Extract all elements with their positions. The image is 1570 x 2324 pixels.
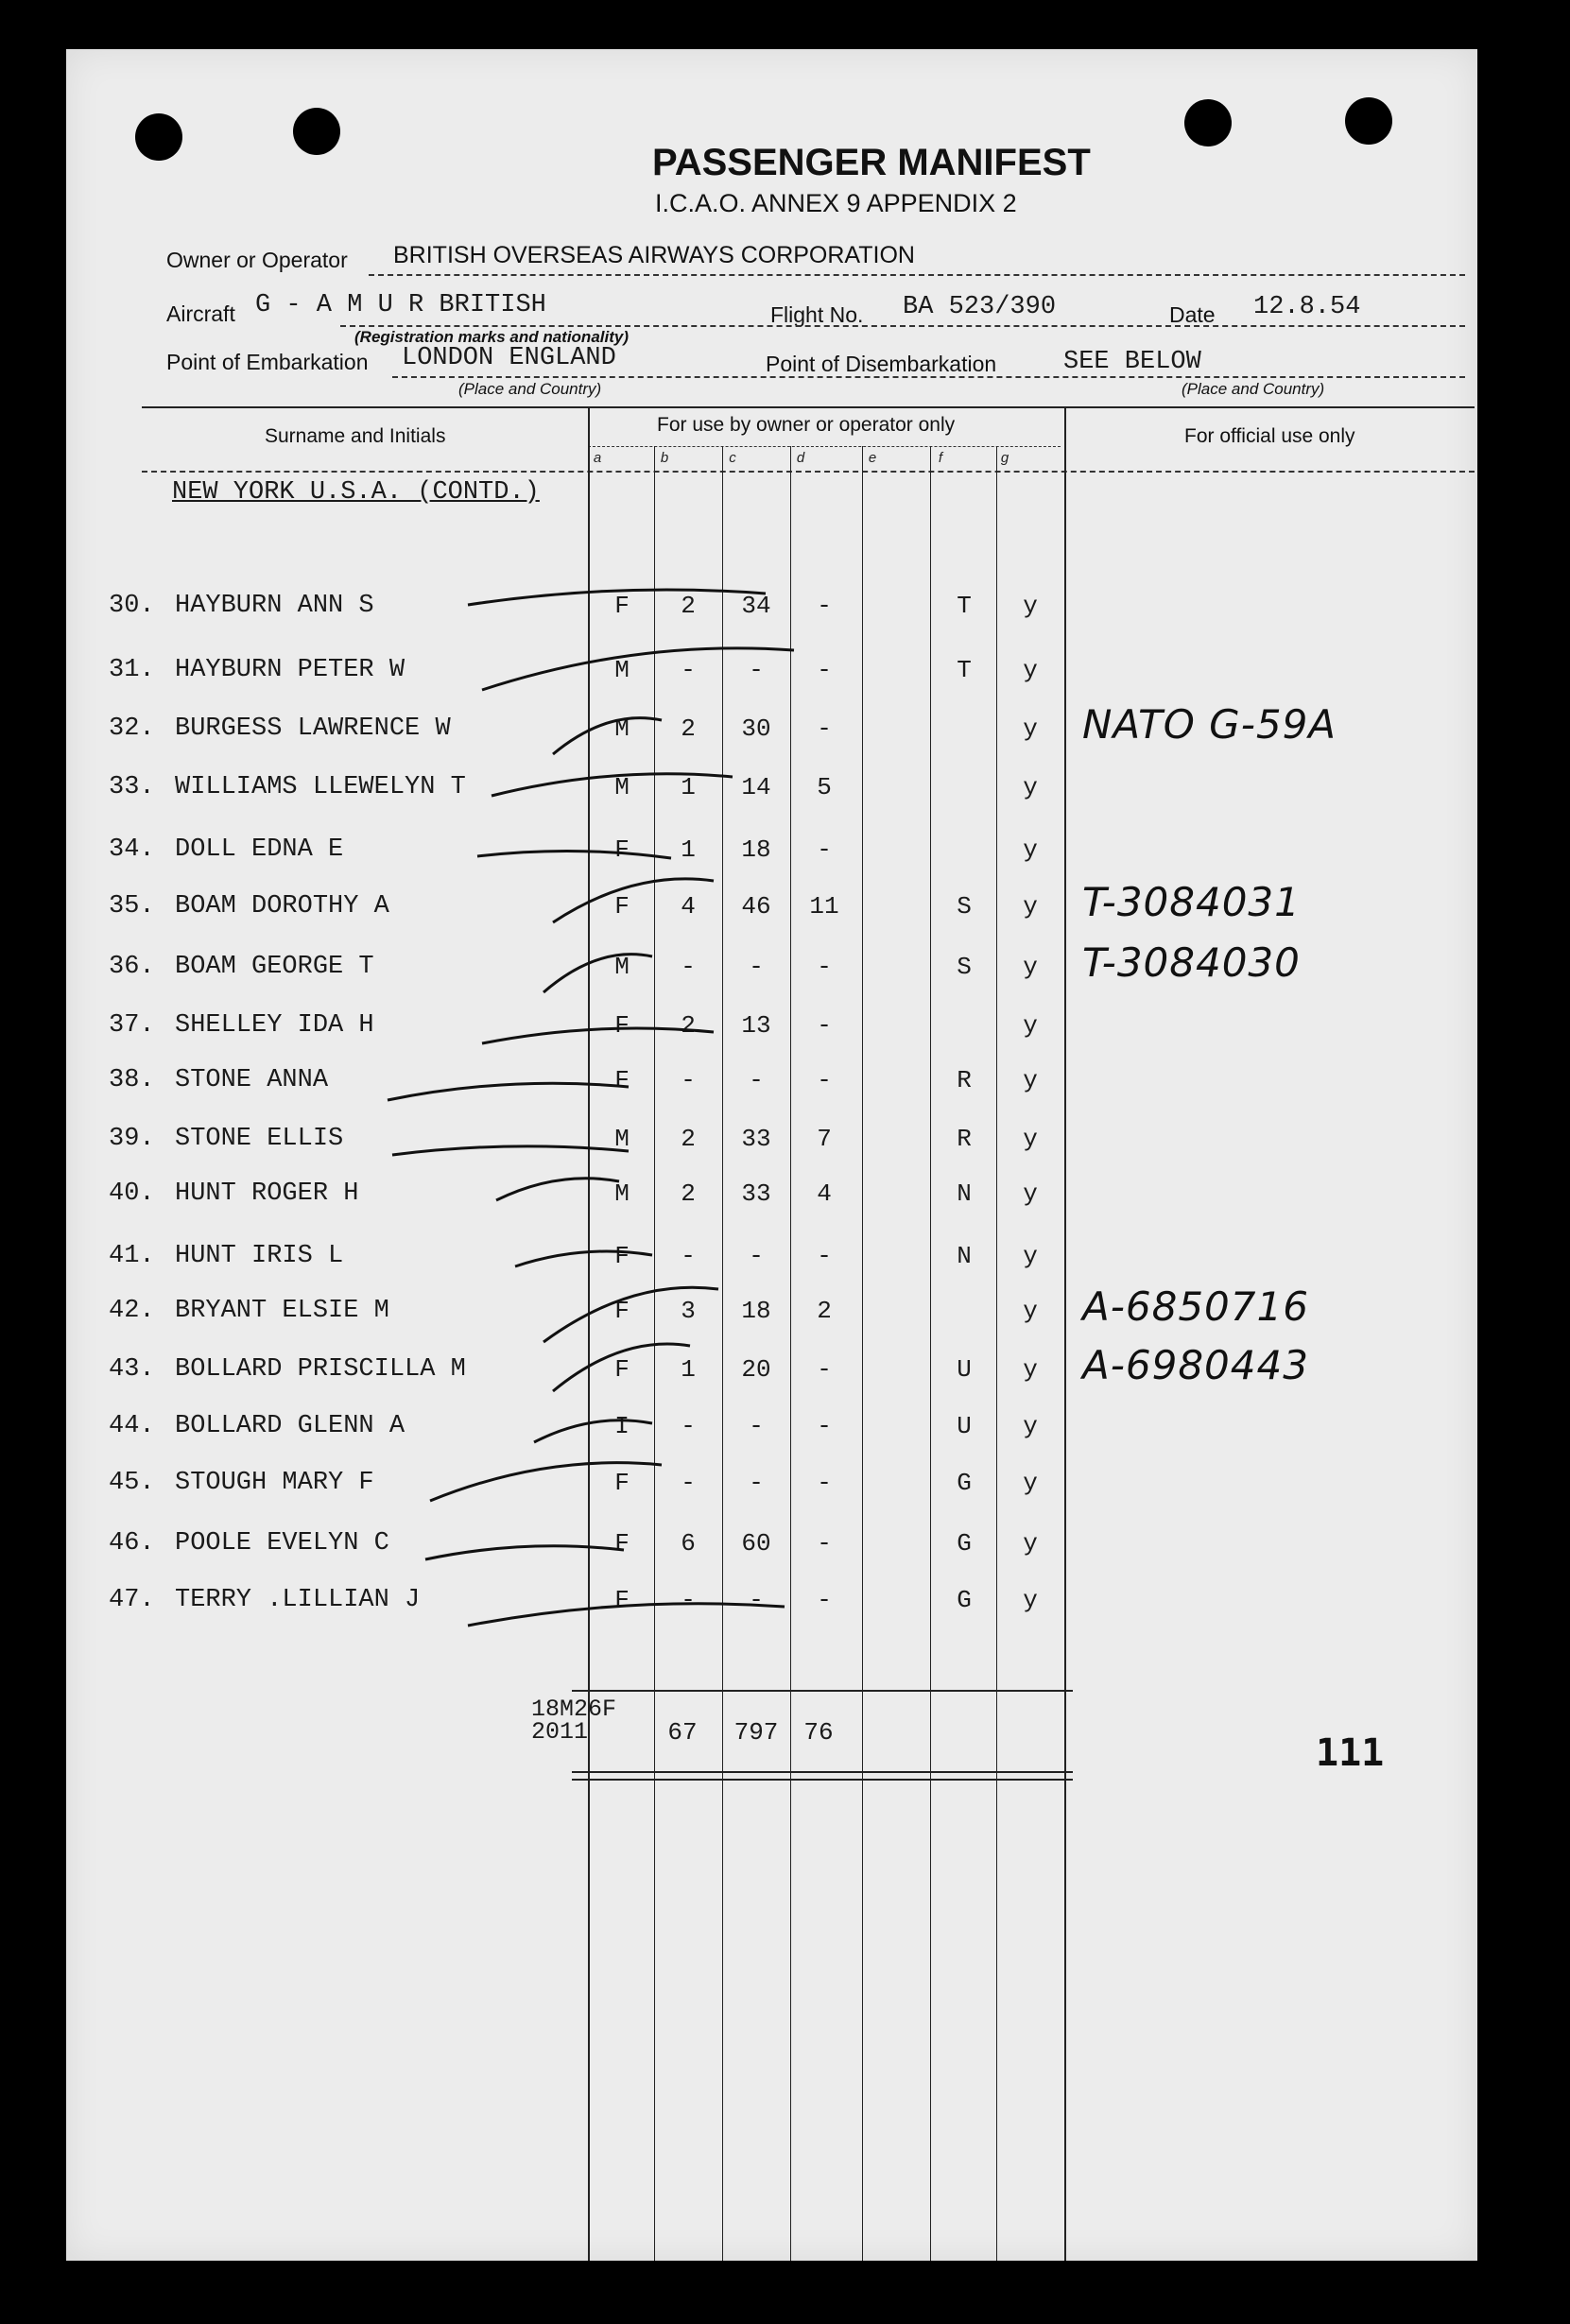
cell-f: S [957, 892, 972, 921]
cell-c: - [749, 1469, 764, 1497]
passenger-name: HUNT IRIS L [175, 1242, 344, 1270]
row-number: 32. [109, 714, 155, 743]
passenger-name: HUNT ROGER H [175, 1179, 359, 1208]
cell-f: T [957, 592, 972, 620]
col-surname-header: Surname and Initials [265, 425, 446, 447]
cell-d: 5 [817, 773, 832, 801]
cell-b: 2 [681, 1125, 696, 1153]
row-number: 45. [109, 1469, 155, 1497]
cell-g: y [1023, 1066, 1038, 1094]
cell-g: y [1023, 592, 1038, 620]
flight-value: BA 523/390 [903, 293, 1057, 321]
col-d-header: d [796, 450, 805, 466]
col-c-header: c [729, 450, 736, 466]
passenger-name: STONE ELLIS [175, 1125, 344, 1153]
cell-a: M [614, 1125, 630, 1153]
cell-g: y [1023, 1242, 1038, 1270]
official-note: T-3084031 [1082, 879, 1301, 925]
cell-g: y [1023, 1529, 1038, 1558]
cell-g: y [1023, 1412, 1038, 1440]
official-note: NATO G-59A [1082, 701, 1337, 748]
cell-f: N [957, 1179, 972, 1208]
col-official-header: For official use only [1184, 425, 1355, 447]
passenger-name: POOLE EVELYN C [175, 1529, 389, 1558]
row-number: 47. [109, 1586, 155, 1614]
passenger-name: BOLLARD PRISCILLA M [175, 1355, 466, 1384]
col-b-header: b [660, 450, 669, 466]
cell-a: F [614, 1242, 630, 1270]
passenger-name: BOLLARD GLENN A [175, 1412, 405, 1440]
cell-c: 20 [741, 1355, 771, 1384]
disembark-value: SEE BELOW [1063, 348, 1201, 376]
cell-b: - [681, 1586, 696, 1614]
cell-g: y [1023, 835, 1038, 864]
cell-f: S [957, 953, 972, 981]
cell-g: y [1023, 1125, 1038, 1153]
cell-f: U [957, 1355, 972, 1384]
total-d: 76 [803, 1718, 834, 1747]
cell-g: y [1023, 656, 1038, 684]
cell-f: G [957, 1469, 972, 1497]
cell-a: F [614, 1469, 630, 1497]
aircraft-value: G - A M U R BRITISH [255, 291, 546, 319]
manifest-subtitle: I.C.A.O. ANNEX 9 APPENDIX 2 [655, 189, 1017, 217]
cell-d: - [817, 1066, 832, 1094]
cell-b: 6 [681, 1529, 696, 1558]
cell-b: 4 [681, 892, 696, 921]
passenger-name: BOAM DOROTHY A [175, 892, 389, 921]
passenger-name: SHELLEY IDA H [175, 1011, 374, 1040]
punch-hole [1345, 97, 1392, 145]
cell-d: 2 [817, 1297, 832, 1325]
cell-a: M [614, 953, 630, 981]
cell-d: 7 [817, 1125, 832, 1153]
total-sex-line1: 18M26F [531, 1696, 617, 1723]
cell-f: G [957, 1586, 972, 1614]
cell-g: y [1023, 953, 1038, 981]
row-number: 33. [109, 773, 155, 801]
date-value: 12.8.54 [1253, 293, 1361, 321]
cell-c: - [749, 656, 764, 684]
cell-d: 11 [809, 892, 839, 921]
cell-c: 60 [741, 1529, 771, 1558]
cell-b: 1 [681, 773, 696, 801]
cell-g: y [1023, 1011, 1038, 1040]
cell-d: - [817, 656, 832, 684]
cell-c: 13 [741, 1011, 771, 1040]
cell-d: - [817, 714, 832, 743]
cell-d: - [817, 1586, 832, 1614]
cell-c: 18 [741, 835, 771, 864]
passenger-name: HAYBURN ANN S [175, 592, 374, 620]
cell-a: I [614, 1412, 630, 1440]
cell-b: - [681, 1242, 696, 1270]
cell-c: 33 [741, 1125, 771, 1153]
cell-d: - [817, 1355, 832, 1384]
row-number: 30. [109, 592, 155, 620]
row-number: 42. [109, 1297, 155, 1325]
flight-label: Flight No. [770, 302, 864, 327]
cell-d: 4 [817, 1179, 832, 1208]
passenger-name: STOUGH MARY F [175, 1469, 374, 1497]
cell-a: F [614, 1355, 630, 1384]
cell-f: G [957, 1529, 972, 1558]
col-owner-header: For use by owner or operator only [657, 414, 956, 436]
row-number: 37. [109, 1011, 155, 1040]
cell-d: - [817, 1529, 832, 1558]
cell-f: U [957, 1412, 972, 1440]
cell-b: - [681, 656, 696, 684]
row-number: 35. [109, 892, 155, 921]
passenger-name: WILLIAMS LLEWELYN T [175, 773, 466, 801]
cell-g: y [1023, 714, 1038, 743]
cell-c: 46 [741, 892, 771, 921]
section-heading: NEW YORK U.S.A. (CONTD.) [172, 478, 540, 507]
cell-g: y [1023, 773, 1038, 801]
embark-label: Point of Embarkation [166, 350, 369, 374]
date-label: Date [1169, 302, 1216, 327]
cell-g: y [1023, 1355, 1038, 1384]
owner-value: BRITISH OVERSEAS AIRWAYS CORPORATION [393, 242, 915, 268]
passenger-name: BOAM GEORGE T [175, 953, 374, 981]
cell-a: F [614, 1529, 630, 1558]
cell-c: 33 [741, 1179, 771, 1208]
passenger-name: DOLL EDNA E [175, 835, 344, 864]
disembark-label: Point of Disembarkation [766, 352, 997, 376]
official-note: A-6850716 [1082, 1283, 1309, 1330]
cell-a: M [614, 773, 630, 801]
cell-a: F [614, 1297, 630, 1325]
official-note: T-3084030 [1082, 939, 1301, 986]
row-number: 46. [109, 1529, 155, 1558]
total-c: 797 [733, 1718, 779, 1747]
col-a-header: a [593, 450, 602, 466]
cell-b: - [681, 953, 696, 981]
cell-c: - [749, 1242, 764, 1270]
passenger-name: BURGESS LAWRENCE W [175, 714, 451, 743]
cell-d: - [817, 1469, 832, 1497]
cell-b: 3 [681, 1297, 696, 1325]
cell-d: - [817, 835, 832, 864]
cell-b: 2 [681, 1011, 696, 1040]
cell-c: 30 [741, 714, 771, 743]
cell-c: - [749, 953, 764, 981]
passenger-name: TERRY .LILLIAN J [175, 1586, 421, 1614]
row-number: 39. [109, 1125, 155, 1153]
punch-hole [1184, 99, 1232, 146]
passenger-name: STONE ANNA [175, 1066, 329, 1094]
row-number: 31. [109, 656, 155, 684]
cell-g: y [1023, 1469, 1038, 1497]
row-number: 44. [109, 1412, 155, 1440]
cell-a: F [614, 1011, 630, 1040]
cell-b: 1 [681, 835, 696, 864]
total-sex-line2: 2011 [531, 1718, 589, 1746]
cell-b: 1 [681, 1355, 696, 1384]
cell-a: F [614, 892, 630, 921]
cell-d: - [817, 592, 832, 620]
passenger-name: HAYBURN PETER W [175, 656, 405, 684]
manifest-title: PASSENGER MANIFEST [652, 142, 1091, 183]
cell-g: y [1023, 1297, 1038, 1325]
official-note: A-6980443 [1082, 1342, 1309, 1388]
cell-a: F [614, 592, 630, 620]
cell-c: 14 [741, 773, 771, 801]
col-e-header: e [868, 450, 877, 466]
row-number: 41. [109, 1242, 155, 1270]
aircraft-label: Aircraft [166, 301, 235, 326]
aircraft-note: (Registration marks and nationality) [354, 328, 629, 346]
embark-value: LONDON ENGLAND [402, 344, 616, 372]
cell-a: M [614, 714, 630, 743]
cell-b: 2 [681, 1179, 696, 1208]
cell-a: M [614, 656, 630, 684]
row-number: 36. [109, 953, 155, 981]
owner-label: Owner or Operator [166, 248, 348, 272]
cell-b: 2 [681, 592, 696, 620]
row-number: 43. [109, 1355, 155, 1384]
disembark-note: (Place and Country) [1182, 380, 1325, 398]
cell-c: - [749, 1412, 764, 1440]
manifest-page [66, 49, 1477, 2261]
col-g-header: g [1000, 450, 1009, 466]
passenger-name: BRYANT ELSIE M [175, 1297, 389, 1325]
cell-f: R [957, 1125, 972, 1153]
cell-f: R [957, 1066, 972, 1094]
cell-b: - [681, 1469, 696, 1497]
cell-d: - [817, 1242, 832, 1270]
cell-d: - [817, 1412, 832, 1440]
row-number: 34. [109, 835, 155, 864]
cell-c: 34 [741, 592, 771, 620]
page-number: 111 [1316, 1731, 1385, 1775]
row-number: 38. [109, 1066, 155, 1094]
total-b: 67 [667, 1718, 698, 1747]
cell-g: y [1023, 892, 1038, 921]
punch-hole [293, 108, 340, 155]
cell-b: - [681, 1066, 696, 1094]
col-f-header: f [938, 450, 943, 466]
punch-hole [135, 113, 182, 161]
embark-note: (Place and Country) [458, 380, 602, 398]
cell-g: y [1023, 1586, 1038, 1614]
cell-b: 2 [681, 714, 696, 743]
cell-c: - [749, 1586, 764, 1614]
cell-c: 18 [741, 1297, 771, 1325]
cell-b: - [681, 1412, 696, 1440]
cell-d: - [817, 1011, 832, 1040]
cell-c: - [749, 1066, 764, 1094]
cell-g: y [1023, 1179, 1038, 1208]
cell-f: T [957, 656, 972, 684]
cell-a: F [614, 1586, 630, 1614]
row-number: 40. [109, 1179, 155, 1208]
cell-f: N [957, 1242, 972, 1270]
cell-d: - [817, 953, 832, 981]
cell-a: F [614, 1066, 630, 1094]
cell-a: F [614, 835, 630, 864]
cell-a: M [614, 1179, 630, 1208]
